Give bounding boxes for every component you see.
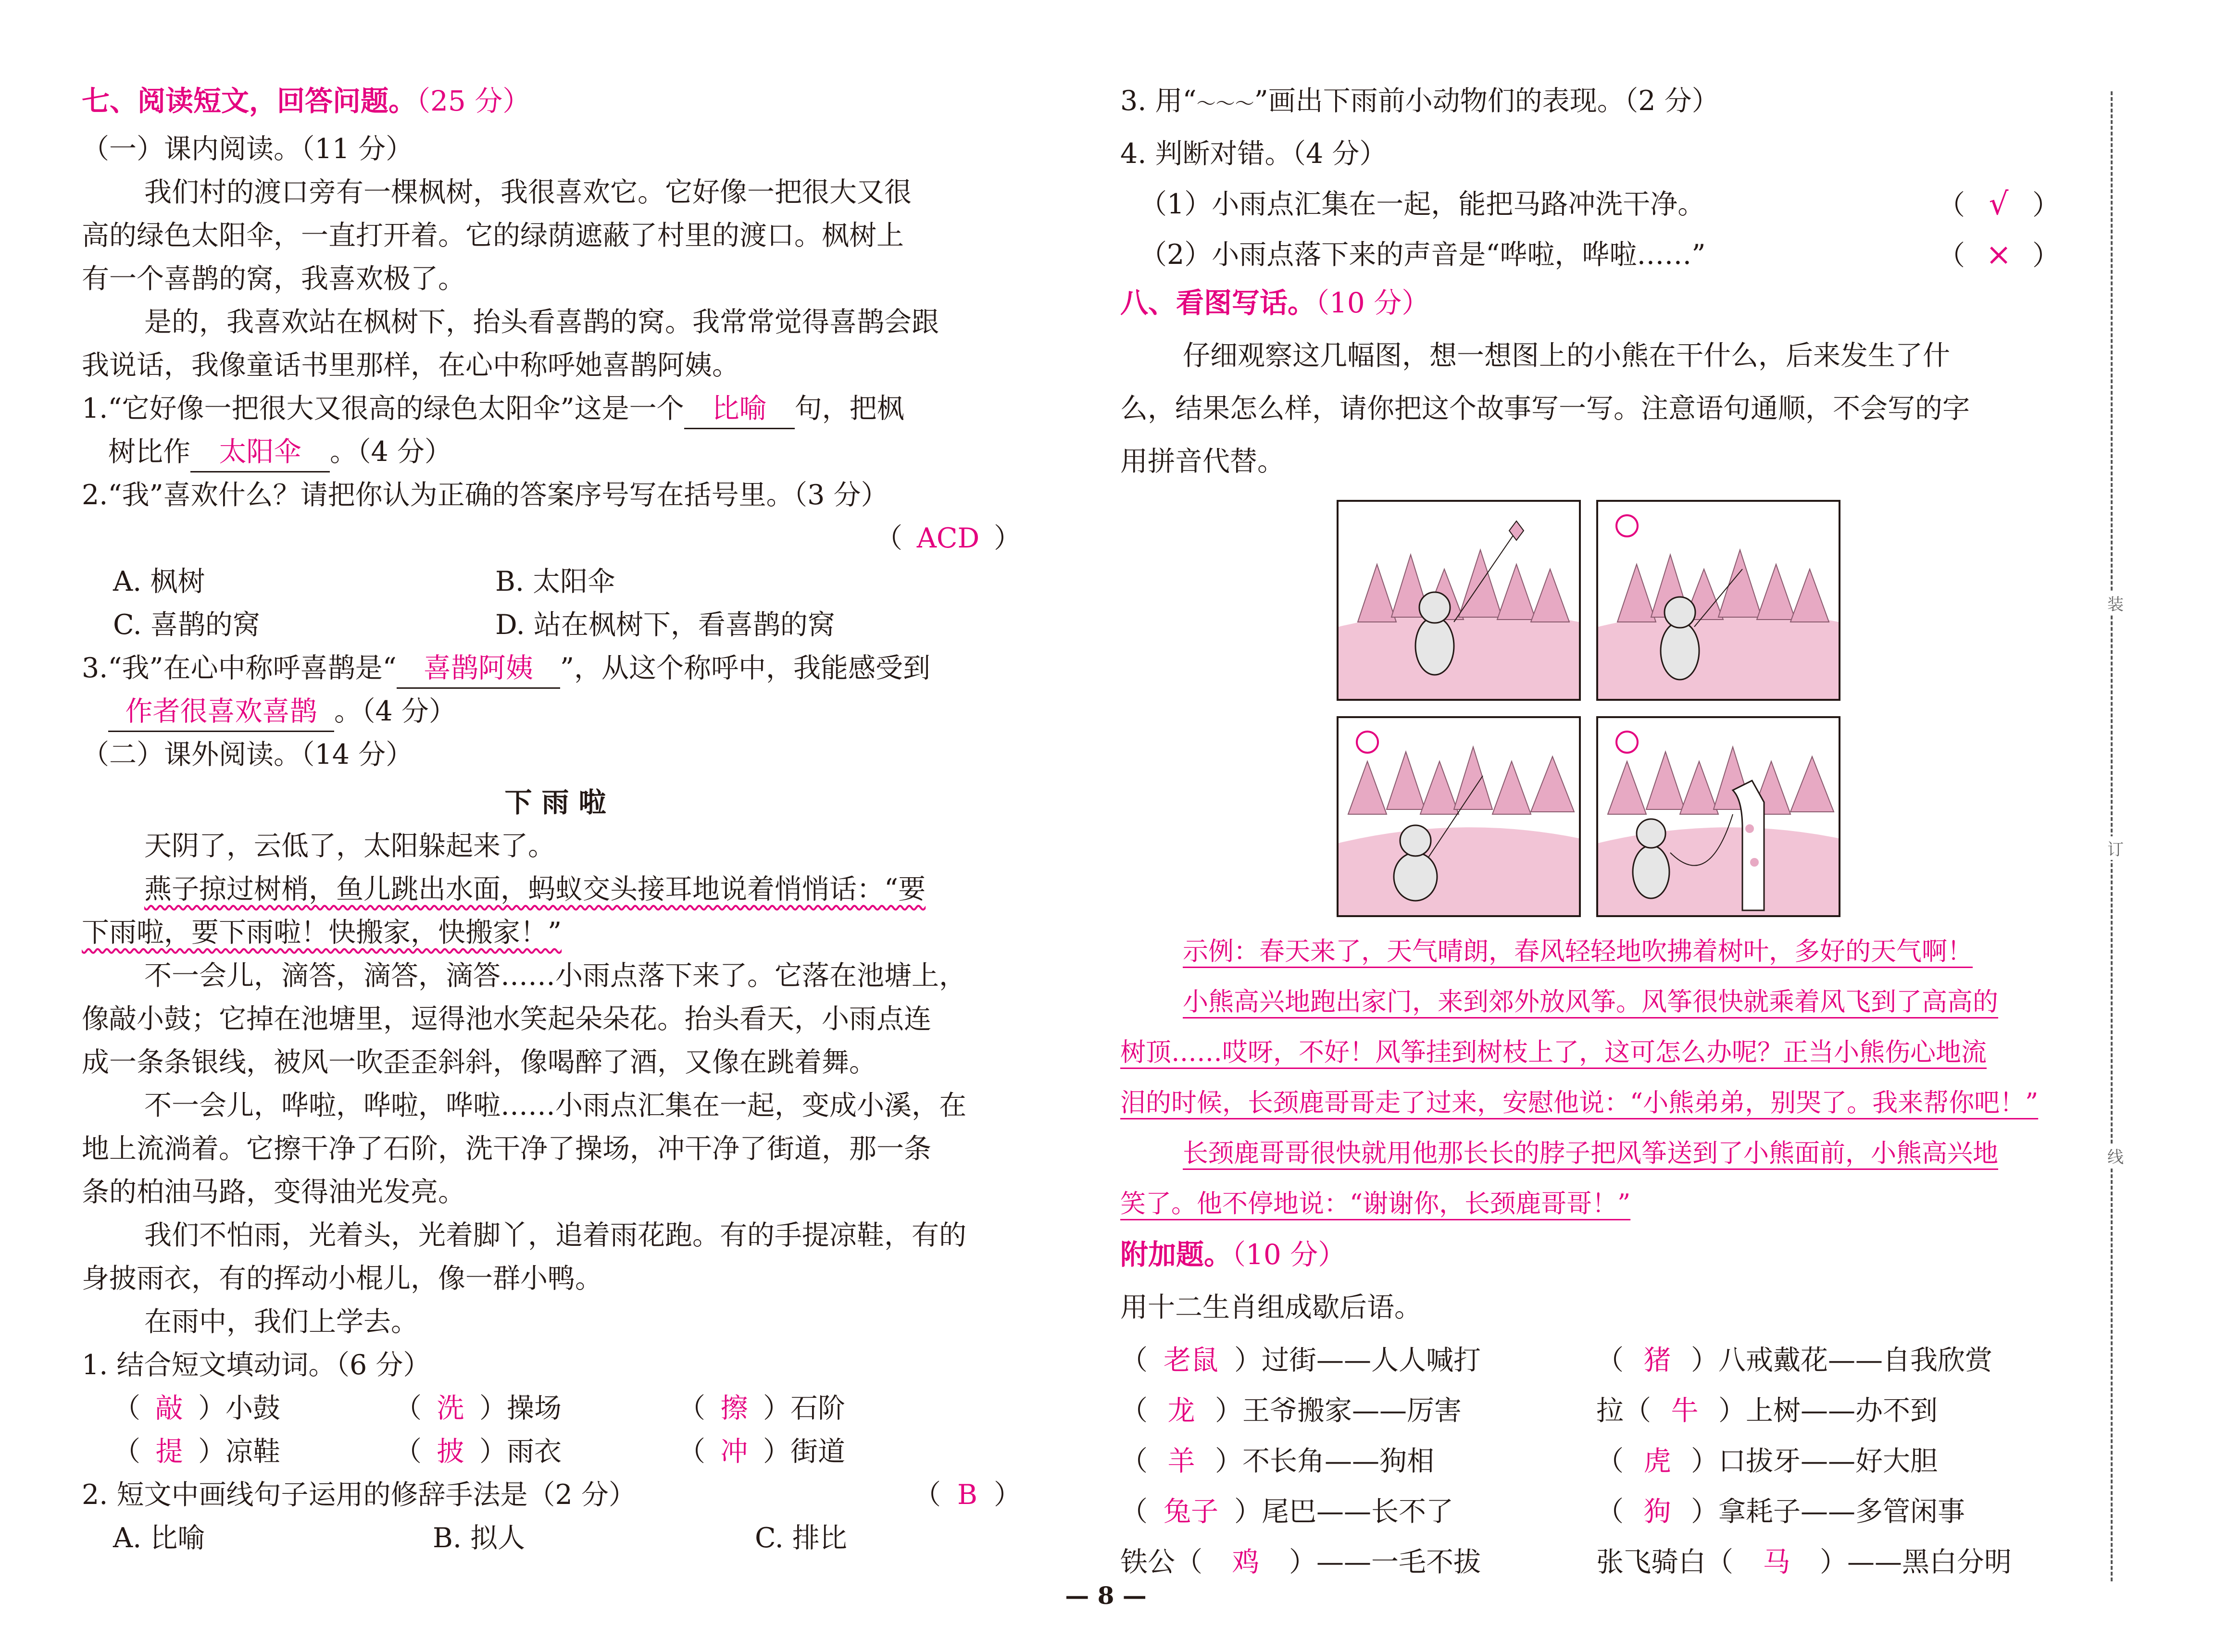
verb-item: （ 敲 ）小鼓 xyxy=(113,1389,280,1428)
question-text: ”，从这个称呼中，我能感受到 xyxy=(560,652,930,684)
verb-item: （ 冲 ）街道 xyxy=(678,1432,845,1471)
item-post: ）过街——人人喊打 xyxy=(1234,1344,1481,1376)
option-a: A. 枫树 xyxy=(113,566,205,597)
part2-heading: （二）课外阅读。（14 分） xyxy=(82,739,413,770)
binding-mark: 线 xyxy=(2106,1144,2125,1168)
judge-paren: （ × ） xyxy=(1938,236,2060,275)
judge-answer[interactable]: √ xyxy=(1989,186,2009,222)
item-pre: 张飞骑白（ xyxy=(1596,1546,1733,1578)
xiehouyu-item xyxy=(1596,1543,2012,1581)
xiehouyu-item xyxy=(1596,1391,1938,1430)
story-title: 下雨啦 xyxy=(504,787,616,819)
picture-story-panels xyxy=(1337,500,1846,923)
answer-value[interactable]: 龙 xyxy=(1167,1395,1195,1427)
passage1-line: 我说话，我像童话书里那样，在心中称呼她喜鹊阿姨。 xyxy=(82,349,739,381)
passage2-line: 在雨中，我们上学去。 xyxy=(144,1306,418,1338)
passage1-line: 我们村的渡口旁有一棵枫树，我很喜欢它。它好像一把很大又很 xyxy=(144,176,912,208)
item-pre: 拉（ xyxy=(1596,1395,1651,1427)
question-text: 3.“我”在心中称呼喜鹊是“ xyxy=(82,652,397,684)
binding-mark: 装 xyxy=(2106,591,2125,615)
passage2-line: 身披雨衣，有的挥动小棍儿，像一群小鸭。 xyxy=(82,1263,602,1294)
item-post: ）不长角——狗相 xyxy=(1215,1445,1434,1477)
verb-item: （ 擦 ）石阶 xyxy=(678,1389,845,1428)
item-post: ）上树——办不到 xyxy=(1718,1395,1938,1427)
question-text: 。（4 分） xyxy=(330,436,452,468)
answer-blank[interactable]: 喜鹊阿姨 xyxy=(397,649,560,689)
passage2-line: 不一会儿，哗啦，哗啦，哗啦……小雨点汇集在一起，变成小溪，在 xyxy=(144,1090,966,1121)
xiehouyu-item xyxy=(1596,1341,1992,1379)
judge-answer[interactable]: × xyxy=(1986,237,2012,273)
xiehouyu-item xyxy=(1120,1341,1481,1379)
question-1-line2 xyxy=(82,433,452,472)
judge-item: （2）小雨点落下来的声音是“哗啦，哗啦……” xyxy=(1139,239,1706,271)
answer-value[interactable]: 提 xyxy=(155,1436,183,1467)
question-text: 句，把枫 xyxy=(794,393,904,424)
panel-2-illustration xyxy=(1598,502,1839,699)
question-2: 2.“我”喜欢什么？请把你认为正确的答案序号写在括号里。（3 分） xyxy=(82,479,889,511)
answer-value[interactable]: 牛 xyxy=(1671,1395,1699,1427)
passage1-line: 高的绿色太阳伞，一直打开着。它的绿荫遮蔽了村里的渡口。枫树上 xyxy=(82,220,904,251)
answer-blank[interactable]: 作者很喜欢喜鹊 xyxy=(108,692,334,732)
part1-heading: （一）课内阅读。（11 分） xyxy=(82,133,413,165)
sample-line: 笑了。他不停地说：“谢谢你，长颈鹿哥哥！” xyxy=(1120,1189,1631,1218)
panel-2 xyxy=(1596,500,1840,701)
item-pre: 铁公（ xyxy=(1120,1546,1202,1578)
sample-line: 小熊高兴地跑出家门，来到郊外放风筝。风筝很快就乘着风飞到了高高的 xyxy=(1183,987,1998,1017)
passage2-line: 地上流淌着。它擦干净了石阶，洗干净了操场，冲干净了街道，那一条 xyxy=(82,1133,931,1165)
item-pre: （ xyxy=(1596,1344,1624,1376)
answer-value[interactable]: 虎 xyxy=(1643,1445,1671,1477)
section-points: （10 分） xyxy=(1232,1238,1346,1271)
xiehouyu-item xyxy=(1120,1543,1481,1581)
answer-value[interactable]: 擦 xyxy=(720,1392,748,1424)
answer-value[interactable]: B xyxy=(957,1479,977,1511)
sample-line: 长颈鹿哥哥很快就用他那长长的脖子把风筝送到了小熊面前，小熊高兴地 xyxy=(1183,1139,1998,1168)
question-text: ”画出下雨前小动物们的表现。（2 分） xyxy=(1254,85,1719,117)
item-pre: （ xyxy=(1120,1395,1148,1427)
section-points: （25 分） xyxy=(416,85,531,117)
item-post: ）王爷搬家——厉害 xyxy=(1215,1395,1462,1427)
section-8-heading xyxy=(1120,284,1429,322)
answer-value[interactable]: 洗 xyxy=(437,1392,464,1424)
item-pre: （ xyxy=(1120,1496,1148,1528)
option-a: A. 比喻 xyxy=(113,1522,205,1554)
passage2-line: 我们不怕雨，光着头，光着脚丫，追着雨花跑。有的手提凉鞋，有的 xyxy=(144,1219,966,1251)
panel-4 xyxy=(1596,716,1840,917)
prompt-line: 用拼音代替。 xyxy=(1120,446,1285,477)
xiehouyu-item xyxy=(1596,1492,1965,1531)
verb-object: 街道 xyxy=(790,1436,845,1467)
prompt-line: 么，结果怎么样，请你把这个故事写一写。注意语句通顺，不会写的字 xyxy=(1120,393,1970,424)
passage2-line: 不一会儿，滴答，滴答，滴答……小雨点落下来了。它落在池塘上， xyxy=(144,960,966,992)
sample-line: 泪的时候，长颈鹿哥哥走了过来，安慰他说：“小熊弟弟，别哭了。我来帮你吧！” xyxy=(1120,1088,2039,1118)
wavy-mark: ～～～ xyxy=(1196,93,1254,115)
passage1-line: 是的，我喜欢站在枫树下，抬头看喜鹊的窝。我常常觉得喜鹊会跟 xyxy=(144,306,939,338)
verb-object: 小鼓 xyxy=(225,1392,280,1424)
question-2-2: 2. 短文中画线句子运用的修辞手法是（2 分） xyxy=(82,1479,636,1511)
verb-item: （ 洗 ）操场 xyxy=(394,1389,562,1428)
judge-item: （1）小雨点汇集在一起，能把马路冲洗干净。 xyxy=(1139,188,1705,220)
section-title: 附加题。 xyxy=(1120,1238,1232,1271)
section-title: 八、看图写话。 xyxy=(1120,286,1316,319)
answer-blank[interactable]: 太阳伞 xyxy=(190,433,330,472)
option-b: B. 太阳伞 xyxy=(495,566,615,597)
option-b: B. 拟人 xyxy=(433,1522,526,1554)
answer-value[interactable]: 兔子 xyxy=(1164,1496,1218,1528)
question-text: 1.“它好像一把很大又很高的绿色太阳伞”这是一个 xyxy=(82,393,684,424)
passage2-line-underlined: 燕子掠过树梢，鱼儿跳出水面，蚂蚁交头接耳地说着悄悄话：“要 xyxy=(144,873,926,905)
xiehouyu-item xyxy=(1596,1442,1938,1480)
item-post: ）——一毛不拔 xyxy=(1289,1546,1481,1578)
answer-value[interactable]: ACD xyxy=(916,522,980,554)
option-c: C. 喜鹊的窝 xyxy=(113,609,260,641)
passage2-line: 成一条条银线，被风一吹歪歪斜斜，像喝醉了酒，又像在跳着舞。 xyxy=(82,1046,876,1078)
answer-value[interactable]: 羊 xyxy=(1167,1445,1195,1477)
item-pre: （ xyxy=(1596,1445,1624,1477)
passage2-line: 条的柏油马路，变得油光发亮。 xyxy=(82,1176,465,1208)
section-title: 七、阅读短文，回答问题。 xyxy=(82,85,417,117)
passage1-line: 有一个喜鹊的窝，我喜欢极了。 xyxy=(82,263,465,295)
xiehouyu-item xyxy=(1120,1492,1453,1531)
panel-1-illustration xyxy=(1339,502,1579,699)
question-3 xyxy=(82,649,930,689)
panel-4-illustration xyxy=(1598,718,1839,915)
verb-object: 凉鞋 xyxy=(225,1436,280,1467)
answer-value[interactable]: 猪 xyxy=(1643,1344,1671,1376)
item-post: ）八戒戴花——自我欣赏 xyxy=(1691,1344,1992,1376)
item-post: ）——黑白分明 xyxy=(1820,1546,2012,1578)
section-7-heading xyxy=(82,82,530,120)
item-post: ）口拔牙——好大胆 xyxy=(1691,1445,1938,1477)
answer-value[interactable]: 老鼠 xyxy=(1164,1344,1218,1376)
question-text: 。（4 分） xyxy=(334,696,456,727)
question-3-right xyxy=(1120,82,1719,123)
verb-object: 操场 xyxy=(507,1392,562,1424)
answer-blank[interactable]: 比喻 xyxy=(684,389,795,429)
answer-value[interactable]: 狗 xyxy=(1643,1496,1671,1528)
passage2-line: 天阴了，云低了，太阳躲起来了。 xyxy=(144,830,555,862)
question-text: 树比作 xyxy=(108,436,190,468)
item-post: ）拿耗子——多管闲事 xyxy=(1691,1496,1965,1528)
verb-object: 石阶 xyxy=(790,1392,845,1424)
sample-line: 示例：春天来了，天气晴朗，春风轻轻地吹拂着树叶，多好的天气啊！ xyxy=(1183,937,1973,966)
passage2-line: 像敲小鼓；它掉在池塘里，逗得池水笑起朵朵花。抬头看天，小雨点连 xyxy=(82,1003,931,1035)
item-pre: （ xyxy=(1120,1344,1148,1376)
bonus-instruction: 用十二生肖组成歇后语。 xyxy=(1120,1292,1422,1323)
panel-3-illustration xyxy=(1339,718,1579,915)
item-pre: （ xyxy=(1596,1496,1624,1528)
question-1 xyxy=(82,389,904,429)
panel-1 xyxy=(1337,500,1581,701)
section-points: （10 分） xyxy=(1315,286,1430,319)
answer-value[interactable]: 马 xyxy=(1763,1546,1790,1578)
answer-paren: （ ACD ） xyxy=(875,519,1021,558)
bonus-heading xyxy=(1120,1235,1346,1274)
judge-paren: （ √ ） xyxy=(1938,185,2060,224)
binding-mark: 订 xyxy=(2106,836,2125,860)
answer-value[interactable]: 冲 xyxy=(720,1436,748,1467)
answer-value[interactable]: 敲 xyxy=(155,1392,183,1424)
question-4-right: 4. 判断对错。（4 分） xyxy=(1120,138,1387,170)
answer-paren: （ B ） xyxy=(914,1476,1021,1514)
xiehouyu-item xyxy=(1120,1391,1462,1430)
question-text: 3. 用“ xyxy=(1120,85,1197,117)
verb-item: （ 披 ）雨衣 xyxy=(394,1432,562,1471)
option-c: C. 排比 xyxy=(755,1522,847,1554)
item-pre: （ xyxy=(1120,1445,1148,1477)
sample-line: 树顶……哎呀，不好！风筝挂到树枝上了，这可怎么办呢？正当小熊伤心地流 xyxy=(1120,1038,1987,1067)
panel-3 xyxy=(1337,716,1581,917)
page-number: — 8 — xyxy=(1065,1581,1147,1610)
verb-object: 雨衣 xyxy=(507,1436,562,1467)
item-post: ）尾巴——长不了 xyxy=(1234,1496,1453,1528)
question-3-line2 xyxy=(82,692,456,732)
answer-value[interactable]: 披 xyxy=(437,1436,464,1467)
verb-item: （ 提 ）凉鞋 xyxy=(113,1432,280,1471)
prompt-line: 仔细观察这几幅图，想一想图上的小熊在干什么，后来发生了什 xyxy=(1183,340,1950,372)
question-2-1: 1. 结合短文填动词。（6 分） xyxy=(82,1349,431,1381)
option-d: D. 站在枫树下，看喜鹊的窝 xyxy=(495,609,835,641)
passage2-line-underlined: 下雨啦，要下雨啦！快搬家，快搬家！” xyxy=(82,917,562,948)
answer-value[interactable]: 鸡 xyxy=(1232,1546,1260,1578)
xiehouyu-item xyxy=(1120,1442,1434,1480)
